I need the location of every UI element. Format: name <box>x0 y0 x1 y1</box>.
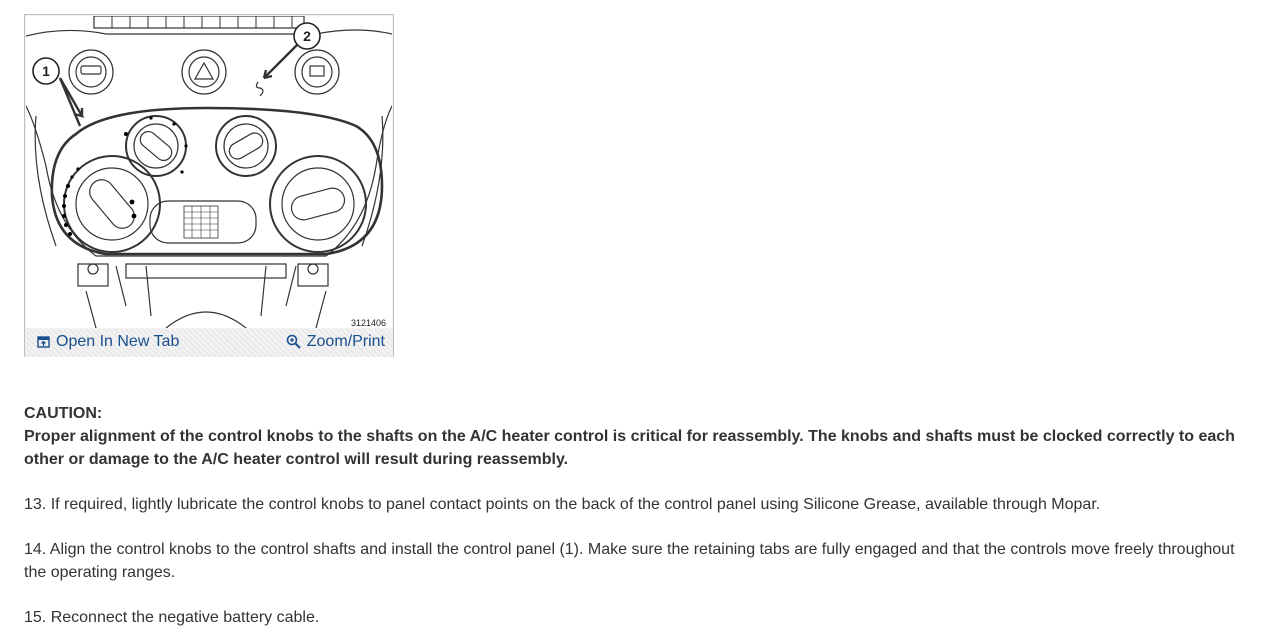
zoom-icon <box>286 334 302 350</box>
open-in-new-tab-link[interactable] <box>37 333 179 351</box>
figure-id: 3121406 <box>350 318 386 328</box>
step-14: 14. Align the control knobs to the control shafts and install the control panel (1). Make sure the retaining tabs are fully engaged and that the controls move freely throughout the operating ranges. <box>24 541 1235 581</box>
open-in-new-tab-icon <box>37 335 51 349</box>
step-15: 15. Reconnect the negative battery cable. <box>24 609 320 626</box>
callout-1: 1 <box>42 63 50 79</box>
step-13: 13. If required, lightly lubricate the control knobs to panel contact points on the back of the control panel using Silicone Grease, available through Mopar. <box>24 496 1101 513</box>
figure-toolbar <box>25 329 393 357</box>
ac-heater-control-illustration <box>26 16 392 328</box>
figure-frame <box>24 14 394 357</box>
caution-heading: CAUTION: <box>24 405 103 422</box>
open-in-new-tab-label: Open In New Tab <box>56 333 180 350</box>
procedure-content <box>24 402 1249 629</box>
callout-2: 2 <box>303 28 311 44</box>
caution-text: Proper alignment of the control knobs to the shafts on the A/C heater control is critical for reassembly. The knobs and shafts must be clocked correctly to each other or damage to the A/C heater control will result during reassembly. <box>24 428 1235 468</box>
zoom-print-link[interactable] <box>286 333 385 351</box>
zoom-print-label: Zoom/Print <box>306 333 385 350</box>
illustration-svg <box>26 16 392 328</box>
